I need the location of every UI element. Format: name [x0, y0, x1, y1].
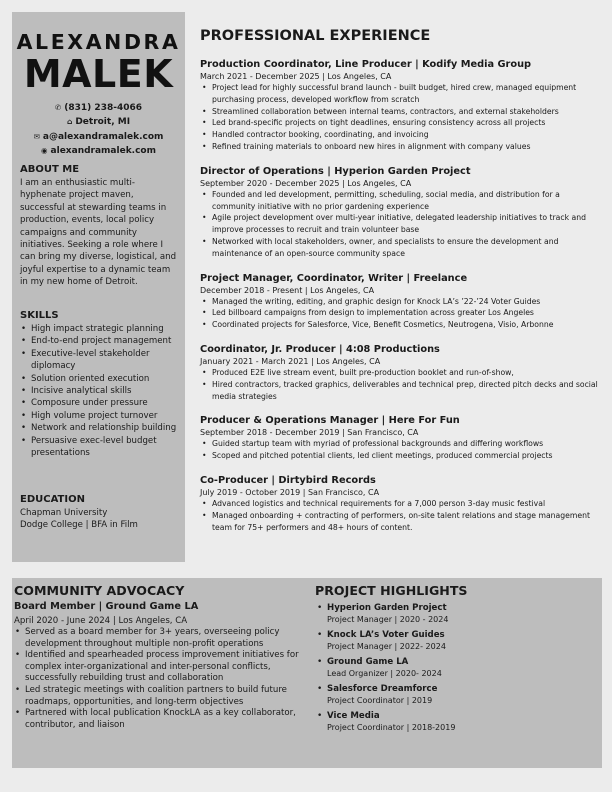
job-bullet: • Produced E2E live stream event, built pre-production booklet and run-of-show, — [200, 367, 602, 379]
job-dates: September 2020 - December 2025 | Los Angeles, CA — [200, 178, 412, 188]
highlight-name: • Salesforce Dreamforce — [327, 684, 438, 694]
job-entry — [200, 58, 602, 153]
job-bullet: • Refined training materials to onboard new hires in alignment with company values — [200, 141, 602, 153]
highlights-section — [315, 582, 597, 738]
about-section — [20, 163, 180, 289]
skill-item: • High volume project turnover — [20, 410, 180, 422]
phone-text: (831) 238-4066 — [64, 103, 142, 113]
skill-item: • Solution oriented execution — [20, 373, 180, 385]
job-title: Project Manager, Coordinator, Writer | Freelance — [200, 272, 468, 284]
job-title: Production Coordinator, Line Producer | Kodify Media Group — [200, 59, 532, 70]
job-bullet: • Hired contractors, tracked graphics, deliverables and technical prep, directed pitch decks and social media strategies — [200, 379, 602, 403]
skills-list — [20, 323, 180, 459]
highlight-role: Lead Organizer | 2020- 2024 — [327, 669, 442, 678]
job-bullet: • Handled contractor booking, coordinating, and invoicing — [200, 129, 602, 141]
skills-section — [20, 309, 180, 459]
job-entry — [200, 272, 602, 331]
location-line — [12, 115, 185, 129]
highlight-name: • Vice Media — [327, 711, 380, 721]
job-bullets — [200, 82, 602, 153]
website-line[interactable] — [12, 144, 185, 158]
job-bullets — [200, 438, 602, 462]
skill-item: • End-to-end project management — [20, 335, 180, 347]
about-heading: ABOUT ME — [20, 164, 80, 175]
email-line[interactable] — [12, 130, 185, 144]
job-entry — [200, 165, 602, 260]
experience-section — [200, 26, 602, 533]
job-title: Co-Producer | Dirtybird Records — [200, 474, 376, 486]
contact-block — [12, 101, 185, 159]
job-entry — [200, 474, 602, 533]
job-bullet: • Streamlined collaboration between internal teams, contractors, and external stakeholders — [200, 106, 602, 118]
job-bullet: • Coordinated projects for Salesforce, Vice, Benefit Cosmetics, Neutrogena, Visio, Arbonne — [200, 319, 602, 331]
phone-line — [12, 101, 185, 115]
job-bullet: • Agile project development over multi-year initiative, delegated leadership initiatives to track and improve processes to recruit and train volunteer base — [200, 212, 602, 236]
envelope-icon: ✉ — [33, 131, 40, 141]
highlight-item — [315, 603, 597, 625]
job-bullet: • Led billboard campaigns from design to implementation across greater Los Angeles — [200, 307, 602, 319]
job-bullet: • Managed the writing, editing, and graphic design for Knock LA’s ’22-’24 Voter Guides — [200, 296, 602, 308]
sidebar — [12, 12, 185, 562]
education-section — [20, 493, 180, 532]
highlight-item — [315, 711, 597, 733]
location-text: Detroit, MI — [75, 117, 131, 128]
highlight-item — [315, 684, 597, 706]
highlights-list — [315, 603, 597, 733]
job-bullets — [200, 367, 602, 402]
job-dates: March 2021 - December 2025 | Los Angeles, CA — [200, 72, 392, 81]
last-name: MALEK — [23, 52, 174, 96]
job-dates: December 2018 - Present | Los Angeles, CA — [200, 285, 375, 295]
skill-item: • Persuasive exec-level budget presentations — [20, 435, 180, 460]
education-school: Chapman University — [20, 508, 108, 518]
job-entry — [200, 414, 602, 462]
community-bullet: • Served as a board member for 3+ years, overseeing policy development throughout multiple non-profit operations — [14, 627, 306, 650]
skill-item: • Network and relationship building — [20, 422, 180, 434]
skill-item: • Incisive analytical skills — [20, 385, 180, 397]
job-bullet: • Scoped and pitched potential clients, led client meetings, produced commercial projects — [200, 450, 602, 462]
community-section — [14, 582, 306, 731]
job-bullet: • Networked with local stakeholders, owner, and specialists to ensure the development and maintenance of an open-source community space — [200, 236, 602, 260]
experience-heading: PROFESSIONAL EXPERIENCE — [200, 28, 431, 44]
education-detail: Dodge College | BFA in Film — [20, 520, 138, 531]
highlight-item — [315, 630, 597, 652]
job-title: Director of Operations | Hyperion Garden Project — [200, 165, 471, 177]
highlight-name: • Hyperion Garden Project — [327, 603, 447, 613]
skill-item: • Executive-level stakeholder diplomacy — [20, 348, 180, 373]
highlight-role: Project Manager | 2020 - 2024 — [327, 615, 449, 624]
job-bullet: • Project lead for highly successful brand launch - built budget, hired crew, managed equipment purchasing process, developed workflow from scratch — [200, 82, 602, 106]
highlight-role: Project Coordinator | 2019 — [327, 696, 433, 705]
education-heading: EDUCATION — [20, 494, 85, 505]
home-icon: ⌂ — [66, 117, 73, 127]
first-name: ALEXANDRA — [16, 30, 181, 54]
job-bullets — [200, 296, 602, 331]
email-link[interactable]: a@alexandramalek.com — [42, 131, 164, 142]
job-title: Coordinator, Jr. Producer | 4:08 Productions — [200, 343, 440, 355]
community-bullets — [14, 627, 306, 731]
highlight-name: • Knock LA’s Voter Guides — [327, 630, 445, 640]
bottom-band — [12, 578, 602, 768]
job-bullet: • Guided startup team with myriad of professional backgrounds and differing workflows — [200, 438, 602, 450]
skills-heading: SKILLS — [20, 310, 59, 321]
job-dates: January 2021 - March 2021 | Los Angeles, CA — [200, 356, 381, 366]
community-bullet: • Led strategic meetings with coalition partners to build future roadmaps, opportunities, and long-term objectives — [14, 685, 306, 708]
community-bullet: • Partnered with local publication KnockLA as a key collaborator, contributor, and liaison — [14, 708, 306, 731]
highlights-heading: PROJECT HIGHLIGHTS — [315, 583, 468, 598]
job-bullet: • Led brand-specific projects on tight deadlines, ensuring consistency across all projects — [200, 117, 602, 129]
highlight-role: Project Coordinator | 2018-2019 — [327, 723, 456, 732]
job-bullet: • Advanced logistics and technical requirements for a 7,000 person 3-day music festival — [200, 498, 602, 510]
phone-icon: ✆ — [54, 103, 62, 112]
job-bullets — [200, 189, 602, 260]
community-role: Board Member | Ground Game LA — [14, 601, 199, 612]
skill-item: • Composure under pressure — [20, 397, 180, 409]
job-dates: September 2018 - December 2019 | San Francisco, CA — [200, 428, 419, 438]
highlight-item — [315, 657, 597, 679]
community-dates: April 2020 - June 2024 | Los Angeles, CA — [14, 616, 188, 626]
job-bullet: • Founded and led development, permitting, scheduling, social media, and distribution for a community initiative with no prior gardening experience — [200, 189, 602, 213]
community-bullet: • Identified and spearheaded process improvement initiatives for complex inter-organizational and inter-personal conflicts, successfully rebuilding trust and collaboration — [14, 650, 306, 685]
job-bullets — [200, 498, 602, 533]
website-link[interactable]: alexandramalek.com — [50, 146, 156, 157]
highlight-role: Project Manager | 2022- 2024 — [327, 642, 446, 651]
community-heading: COMMUNITY ADVOCACY — [14, 583, 185, 598]
job-entry — [200, 343, 602, 402]
globe-icon: ◉ — [41, 146, 48, 156]
about-text: I am an enthusiastic multi-hyphenate project maven, successful at stewarding teams in production, events, local policy campaigns and community initiatives. Seeking a role where I can bring my diverse, logistical, and joyful expertise to a dynamic team in my new home of Detroit. — [20, 178, 177, 288]
job-dates: July 2019 - October 2019 | San Francisco, CA — [200, 487, 380, 497]
highlight-name: • Ground Game LA — [327, 657, 409, 667]
job-bullet: • Managed onboarding + contracting of performers, on-site talent relations and stage management team for 75+ performers and 48+ hours of content. — [200, 510, 602, 534]
job-title: Producer & Operations Manager | Here For Fun — [200, 415, 460, 427]
skill-item: • High impact strategic planning — [20, 323, 180, 335]
